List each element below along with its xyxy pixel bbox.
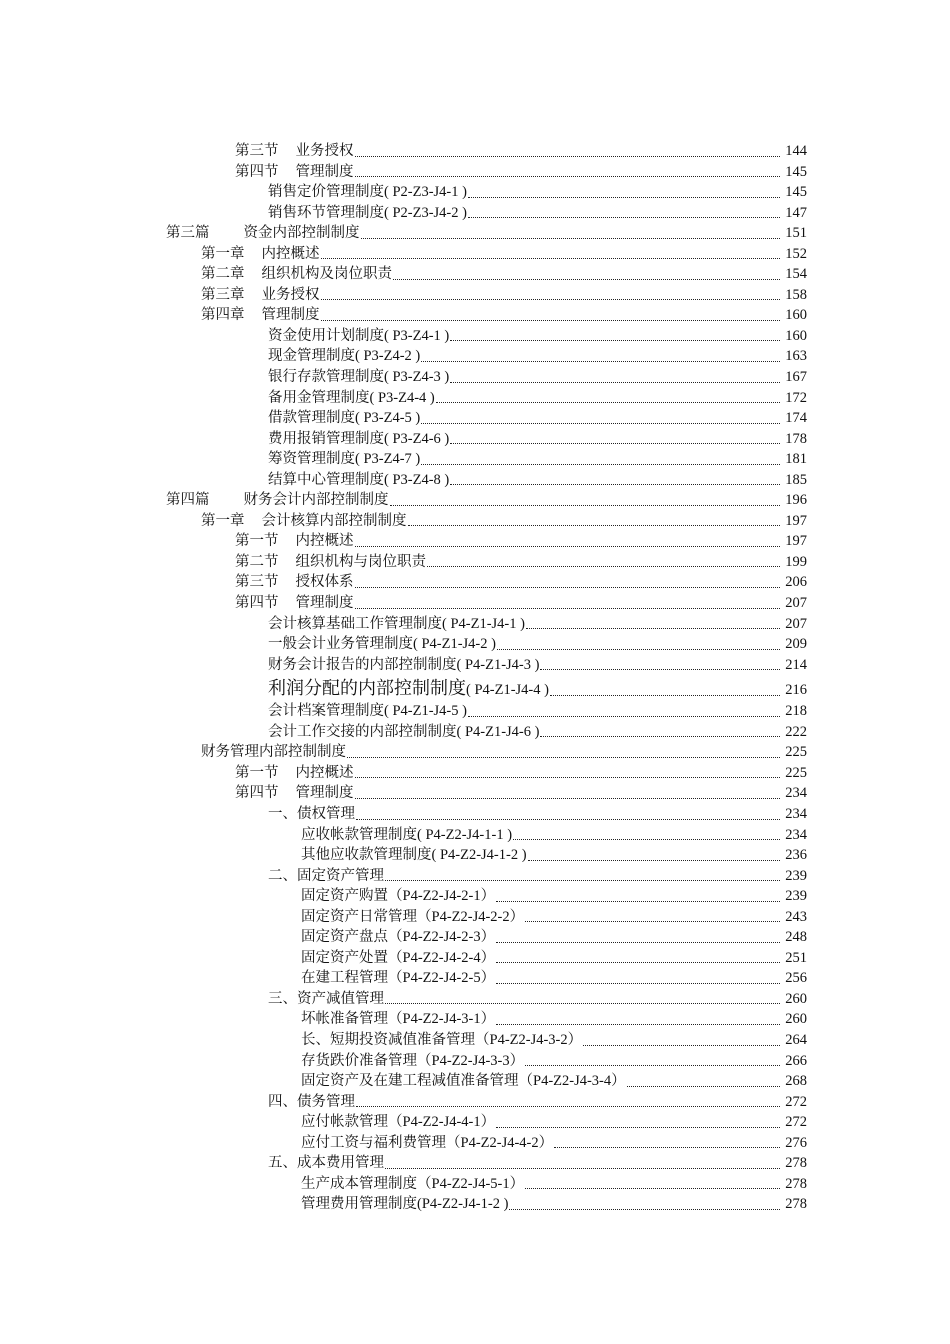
dot-leader	[496, 962, 780, 963]
dot-leader	[385, 880, 780, 881]
toc-entry-prefix: 第四节	[235, 785, 279, 802]
toc-entry-page-number: 197	[785, 533, 807, 550]
dot-leader	[355, 587, 781, 588]
toc-entry-page-number: 158	[785, 286, 807, 303]
toc-entry-title: 业务授权	[261, 286, 320, 303]
toc-entry-page-number: 278	[785, 1196, 807, 1213]
dot-leader	[347, 757, 780, 758]
toc-entry-page-number: 147	[785, 204, 807, 221]
toc-entry-page-number: 239	[785, 888, 807, 905]
toc-entry[interactable]	[0, 552, 807, 573]
toc-entry[interactable]	[0, 634, 807, 655]
toc-entry-code: ( P4-Z1-J4-2 )	[413, 636, 496, 653]
toc-entry-page-number: 218	[785, 703, 807, 720]
toc-entry-prefix: 第一章	[201, 245, 245, 262]
toc-entry-title: 财务管理内部控制制度	[201, 744, 346, 761]
toc-entry-page-number: 145	[785, 163, 807, 180]
toc-entry-page-number: 144	[785, 143, 807, 159]
dot-leader	[321, 258, 781, 259]
toc-entry-title: 管理制度	[295, 595, 354, 612]
toc-entry-code: （P4-Z2-J4-3-4）	[518, 1073, 626, 1090]
toc-entry-page-number: 214	[785, 656, 807, 673]
toc-entry-title: 财务会计内部控制制度	[243, 492, 389, 509]
toc-entry[interactable]	[0, 907, 807, 928]
toc-entry-title: 费用报销管理制度	[268, 430, 384, 447]
toc-entry-page-number: 264	[785, 1031, 807, 1048]
toc-entry-title: 销售环节管理制度	[268, 204, 384, 221]
toc-entry-title: 应收帐款管理制度	[301, 826, 417, 843]
toc-entry-code: ( P3-Z4-1 )	[384, 327, 450, 344]
dot-leader	[421, 423, 780, 424]
toc-entry-page-number: 234	[785, 826, 807, 843]
toc-entry[interactable]	[0, 1030, 807, 1051]
toc-entry[interactable]	[0, 1009, 807, 1030]
toc-entry-title: 会计档案管理制度	[268, 703, 384, 720]
dot-leader	[355, 608, 781, 609]
toc-entry[interactable]	[0, 701, 807, 722]
toc-entry-title: 备用金管理制度	[268, 389, 370, 406]
toc-entry-title: 筹资管理制度	[268, 451, 355, 468]
toc-entry-code: （P4-Z2-J4-2-5）	[388, 970, 496, 987]
toc-entry-title: 借款管理制度	[268, 410, 355, 427]
toc-entry-page-number: 174	[785, 410, 807, 427]
toc-entry[interactable]	[0, 1071, 807, 1092]
dot-leader	[450, 443, 780, 444]
toc-entry-code: ( P4-Z2-J4-1-2 )	[431, 847, 527, 864]
toc-entry[interactable]	[0, 866, 807, 887]
toc-entry[interactable]	[0, 1153, 807, 1174]
toc-entry-prefix: 第三节	[235, 574, 279, 591]
toc-entry-code: ( P4-Z1-J4-6 )	[456, 723, 540, 740]
dot-leader	[450, 340, 780, 341]
toc-entry-title: 四、债务管理	[268, 1093, 355, 1110]
dot-leader	[550, 695, 780, 696]
toc-entry-page-number: 278	[785, 1155, 807, 1172]
toc-entry-code: ( P2-Z3-J4-1 )	[384, 184, 467, 201]
toc-entry[interactable]	[0, 845, 807, 866]
dot-leader	[421, 464, 780, 465]
dot-leader	[627, 1086, 780, 1087]
toc-entry-page-number: 222	[785, 723, 807, 740]
dot-leader	[496, 1127, 780, 1128]
dot-leader	[385, 1168, 780, 1169]
dot-leader	[355, 798, 781, 799]
toc-entry[interactable]	[0, 1092, 807, 1113]
toc-entry[interactable]	[0, 742, 807, 763]
toc-entry[interactable]	[0, 141, 807, 162]
toc-entry[interactable]	[0, 162, 807, 183]
toc-entry-title: 授权体系	[295, 574, 354, 591]
toc-entry-title: 内控概述	[261, 245, 320, 262]
dot-leader	[450, 484, 780, 485]
toc-entry-prefix: 第一章	[201, 512, 245, 529]
toc-entry-title: 资金使用计划制度	[268, 327, 384, 344]
toc-entry-title: 利润分配的内部控制制度	[268, 678, 466, 699]
dot-leader	[427, 566, 780, 567]
toc-entry[interactable]	[0, 763, 807, 784]
toc-entry-title: 二、固定资产管理	[268, 867, 384, 884]
toc-entry-page-number: 278	[785, 1175, 807, 1192]
dot-leader	[436, 402, 780, 403]
toc-entry-page-number: 178	[785, 430, 807, 447]
toc-entry-page-number: 266	[785, 1052, 807, 1069]
toc-entry-page-number: 207	[785, 615, 807, 632]
dot-leader	[356, 819, 780, 820]
toc-entry[interactable]	[0, 886, 807, 907]
toc-entry-page-number: 145	[785, 184, 807, 201]
toc-entry-prefix: 第三节	[235, 143, 279, 159]
toc-entry-code: ( P3-Z4-7 )	[355, 451, 421, 468]
toc-entry[interactable]	[0, 223, 807, 244]
toc-entry-code: （P4-Z2-J4-5-1）	[417, 1175, 525, 1192]
dot-leader	[509, 1209, 780, 1210]
toc-entry[interactable]	[0, 408, 807, 429]
toc-entry[interactable]	[0, 675, 807, 701]
toc-entry-title: 固定资产日常管理	[301, 908, 417, 925]
dot-leader	[321, 320, 781, 321]
toc-entry[interactable]	[0, 1174, 807, 1195]
toc-entry[interactable]	[0, 804, 807, 825]
toc-entry-code: ( P4-Z1-J4-1 )	[442, 615, 525, 632]
toc-entry-code: ( P2-Z3-J4-2 )	[384, 204, 467, 221]
dot-leader	[408, 525, 781, 526]
toc-entry[interactable]	[0, 326, 807, 347]
dot-leader	[421, 361, 780, 362]
dot-leader	[468, 197, 780, 198]
toc-entry-code: （P4-Z2-J4-2-2）	[417, 908, 525, 925]
dot-leader	[540, 669, 780, 670]
toc-entry[interactable]	[0, 593, 807, 614]
toc-entry[interactable]	[0, 182, 807, 203]
toc-entry-page-number: 236	[785, 847, 807, 864]
dot-leader	[496, 983, 780, 984]
toc-entry[interactable]	[0, 722, 807, 743]
toc-entry-page-number: 276	[785, 1134, 807, 1151]
toc-entry[interactable]	[0, 968, 807, 989]
toc-entry[interactable]	[0, 927, 807, 948]
toc-entry[interactable]	[0, 449, 807, 470]
toc-entry-code: （P4-Z2-J4-3-2）	[475, 1031, 583, 1048]
dot-leader	[468, 217, 780, 218]
toc-entry-title: 在建工程管理	[301, 970, 388, 987]
toc-entry-page-number: 216	[785, 682, 807, 699]
dot-leader	[496, 901, 780, 902]
toc-entry-prefix: 第四节	[235, 595, 279, 612]
toc-entry[interactable]	[0, 572, 807, 593]
toc-entry-page-number: 272	[785, 1114, 807, 1131]
toc-entry[interactable]	[0, 470, 807, 491]
toc-entry[interactable]	[0, 305, 807, 326]
dot-leader	[361, 238, 781, 239]
toc-entry-title: 销售定价管理制度	[268, 184, 384, 201]
toc-entry-page-number: 152	[785, 245, 807, 262]
toc-entry-code: （P4-Z2-J4-2-3）	[388, 929, 496, 946]
toc-entry[interactable]	[0, 1194, 807, 1215]
toc-entry[interactable]	[0, 244, 807, 265]
toc-entry[interactable]	[0, 783, 807, 804]
toc-entry-prefix: 第二节	[235, 553, 279, 570]
table-of-contents	[0, 141, 950, 1215]
toc-entry-page-number: 239	[785, 867, 807, 884]
toc-entry-title: 固定资产盘点	[301, 929, 388, 946]
toc-entry-page-number: 209	[785, 636, 807, 653]
toc-entry-page-number: 268	[785, 1073, 807, 1090]
dot-leader	[385, 1003, 780, 1004]
toc-entry-title: 管理制度	[261, 307, 320, 324]
toc-entry[interactable]	[0, 264, 807, 285]
toc-entry-page-number: 199	[785, 553, 807, 570]
toc-entry-title: 会计核算基础工作管理制度	[268, 615, 442, 632]
toc-entry-page-number: 251	[785, 949, 807, 966]
toc-entry-title: 一般会计业务管理制度	[268, 636, 413, 653]
toc-entry[interactable]	[0, 1051, 807, 1072]
toc-entry-code: （P4-Z2-J4-2-1）	[388, 888, 496, 905]
toc-entry-prefix: 第二章	[201, 266, 245, 283]
toc-entry-title: 五、成本费用管理	[268, 1155, 384, 1172]
toc-entry-page-number: 163	[785, 348, 807, 365]
toc-entry-code: ( P3-Z4-5 )	[355, 410, 421, 427]
toc-entry-page-number: 185	[785, 471, 807, 488]
toc-entry-title: 组织机构与岗位职责	[295, 553, 426, 570]
toc-entry-page-number: 167	[785, 369, 807, 386]
toc-entry-title: 固定资产及在建工程减值准备管理	[301, 1073, 519, 1090]
dot-leader	[526, 628, 780, 629]
toc-entry[interactable]	[0, 367, 807, 388]
dot-leader	[513, 839, 780, 840]
toc-entry-page-number: 248	[785, 929, 807, 946]
toc-entry-title: 内控概述	[295, 533, 354, 550]
toc-entry-prefix: 第一节	[235, 533, 279, 550]
toc-entry[interactable]	[0, 655, 807, 676]
dot-leader	[355, 546, 781, 547]
toc-entry-page-number: 207	[785, 595, 807, 612]
toc-entry-title: 资金内部控制制度	[243, 225, 360, 242]
toc-entry-page-number: 225	[785, 764, 807, 781]
toc-entry-code: ( P3-Z4-6 )	[384, 430, 450, 447]
toc-entry-prefix: 第三章	[201, 286, 245, 303]
toc-entry-code: ( P3-Z4-4 )	[369, 389, 435, 406]
toc-entry-page-number: 272	[785, 1093, 807, 1110]
toc-entry-title: 应付帐款管理	[301, 1114, 388, 1131]
toc-entry-code: ( P4-Z2-J4-1-1 )	[417, 826, 513, 843]
dot-leader	[583, 1045, 780, 1046]
toc-entry-page-number: 172	[785, 389, 807, 406]
dot-leader	[355, 176, 781, 177]
dot-leader	[554, 1147, 780, 1148]
toc-entry-title: 一、债权管理	[268, 805, 355, 822]
dot-leader	[525, 921, 780, 922]
dot-leader	[525, 1188, 780, 1189]
toc-entry-prefix: 第一节	[235, 764, 279, 781]
toc-entry-title: 管理制度	[295, 785, 354, 802]
toc-entry-page-number: 181	[785, 451, 807, 468]
dot-leader	[468, 716, 780, 717]
toc-entry-title: 会计核算内部控制制度	[261, 512, 407, 529]
toc-entry[interactable]	[0, 1133, 807, 1154]
toc-entry-code: （P4-Z2-J4-3-1）	[388, 1011, 496, 1028]
toc-entry[interactable]	[0, 989, 807, 1010]
toc-entry-title: 固定资产处置	[301, 949, 388, 966]
toc-entry-page-number: 256	[785, 970, 807, 987]
dot-leader	[390, 505, 781, 506]
toc-entry-page-number: 234	[785, 805, 807, 822]
dot-leader	[497, 649, 780, 650]
toc-entry-code: ( P3-Z4-8 )	[384, 471, 450, 488]
toc-entry-page-number: 243	[785, 908, 807, 925]
toc-entry[interactable]	[0, 490, 807, 511]
toc-entry[interactable]	[0, 614, 807, 635]
dot-leader	[356, 1106, 780, 1107]
dot-leader	[450, 382, 780, 383]
toc-entry-title: 固定资产购置	[301, 888, 388, 905]
toc-entry[interactable]	[0, 531, 807, 552]
dot-leader	[496, 942, 780, 943]
toc-entry-title: 管理制度	[295, 163, 354, 180]
toc-entry-page-number: 197	[785, 512, 807, 529]
dot-leader	[355, 777, 781, 778]
toc-entry-title: 管理费用管理制度	[301, 1196, 417, 1213]
dot-leader	[355, 156, 781, 157]
toc-entry-code: （P4-Z2-J4-4-1）	[388, 1114, 496, 1131]
toc-entry-code: (P4-Z2-J4-1-2 )	[417, 1196, 509, 1213]
dot-leader	[525, 1065, 780, 1066]
toc-entry-page-number: 160	[785, 327, 807, 344]
toc-entry-page-number: 154	[785, 266, 807, 283]
toc-entry-page-number: 151	[785, 225, 807, 242]
toc-entry[interactable]	[0, 346, 807, 367]
dot-leader	[393, 279, 780, 280]
toc-entry-title: 内控概述	[295, 764, 354, 781]
toc-entry-title: 长、短期投资减值准备管理	[301, 1031, 475, 1048]
dot-leader	[321, 299, 781, 300]
toc-entry[interactable]	[0, 429, 807, 450]
toc-entry-page-number: 234	[785, 785, 807, 802]
toc-entry-code: （P4-Z2-J4-4-2）	[446, 1134, 554, 1151]
toc-entry-code: ( P4-Z1-J4-4 )	[466, 682, 549, 699]
toc-entry-page-number: 225	[785, 744, 807, 761]
toc-entry-title: 业务授权	[295, 143, 354, 159]
toc-entry-title: 结算中心管理制度	[268, 471, 384, 488]
toc-entry-page-number: 160	[785, 307, 807, 324]
toc-entry-title: 生产成本管理制度	[301, 1175, 417, 1192]
toc-entry-code: ( P3-Z4-3 )	[384, 369, 450, 386]
toc-entry[interactable]	[0, 388, 807, 409]
toc-entry[interactable]	[0, 203, 807, 224]
dot-leader	[528, 860, 780, 861]
toc-entry-title: 三、资产减值管理	[268, 990, 384, 1007]
toc-entry-code: （P4-Z2-J4-3-3）	[417, 1052, 525, 1069]
toc-entry-prefix: 第四节	[235, 163, 279, 180]
toc-entry-page-number: 196	[785, 492, 807, 509]
toc-entry-title: 组织机构及岗位职责	[261, 266, 392, 283]
toc-entry-title: 现金管理制度	[268, 348, 355, 365]
toc-entry[interactable]	[0, 285, 807, 306]
toc-entry-prefix: 第三篇	[166, 225, 210, 242]
toc-entry-prefix: 第四章	[201, 307, 245, 324]
toc-entry[interactable]	[0, 948, 807, 969]
toc-entry-code: ( P3-Z4-2 )	[355, 348, 421, 365]
toc-entry-page-number: 206	[785, 574, 807, 591]
toc-entry-title: 存货跌价准备管理	[301, 1052, 417, 1069]
toc-entry-title: 坏帐准备管理	[301, 1011, 388, 1028]
toc-entry[interactable]	[0, 511, 807, 532]
toc-entry-code: ( P4-Z1-J4-5 )	[384, 703, 467, 720]
toc-entry-prefix: 第四篇	[166, 492, 210, 509]
toc-entry-title: 财务会计报告的内部控制制度	[268, 656, 457, 673]
toc-entry-title: 银行存款管理制度	[268, 369, 384, 386]
toc-entry-page-number: 260	[785, 1011, 807, 1028]
toc-entry-title: 其他应收款管理制度	[301, 847, 432, 864]
toc-entry[interactable]	[0, 825, 807, 846]
toc-entry-title: 会计工作交接的内部控制制度	[268, 723, 457, 740]
dot-leader	[496, 1024, 780, 1025]
toc-entry-page-number: 260	[785, 990, 807, 1007]
dot-leader	[540, 736, 780, 737]
toc-entry-code: ( P4-Z1-J4-3 )	[456, 656, 540, 673]
toc-entry-title: 应付工资与福利费管理	[301, 1134, 446, 1151]
toc-entry-code: （P4-Z2-J4-2-4）	[388, 949, 496, 966]
toc-entry[interactable]	[0, 1112, 807, 1133]
